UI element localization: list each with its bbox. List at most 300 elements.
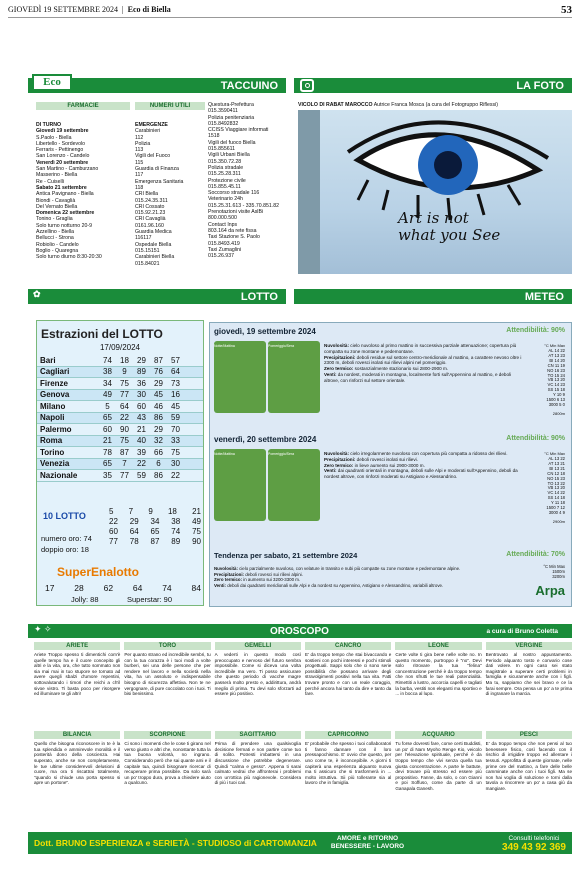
day2-map1-label: Notte/Mattina xyxy=(214,452,235,456)
super-number: 74 xyxy=(162,583,172,593)
forecast-text: da nordest, moderati in montagna, localmente forti sull'Appennino al mattino, e deboli altrove, con rinforzi sul settore orientale. xyxy=(324,371,512,383)
forecast-text: in aumento sui 3200-3300 m. xyxy=(242,577,301,583)
lotto-number: 65 xyxy=(103,459,112,469)
forecast-line xyxy=(324,372,524,384)
tenlotto-number: 60 xyxy=(109,527,118,536)
lotto-number: 30 xyxy=(137,390,146,400)
meteo-day1-att: Attendibilità: 90% xyxy=(506,327,565,334)
forecast-line xyxy=(324,343,524,355)
forecast-label: Nuvolosità: xyxy=(214,566,238,571)
super-number: 62 xyxy=(103,583,114,593)
temp-row: Y 11 18 xyxy=(550,500,565,506)
lotto-city: Bari xyxy=(40,355,56,365)
lotto-number: 60 xyxy=(137,401,146,411)
temp-row: AT 13 23 xyxy=(548,352,565,358)
farmacia-line: Ferraris - Pettinengo xyxy=(36,147,84,154)
tenlotto-row xyxy=(109,537,201,546)
lotto-number: 77 xyxy=(120,390,129,400)
temp-row: AL 14 22 xyxy=(548,348,565,353)
lotto-number: 45 xyxy=(154,390,163,400)
lotto-number: 90 xyxy=(120,424,129,434)
lotto-number: 30 xyxy=(171,459,180,469)
numero-line: Polizia xyxy=(135,140,151,147)
farmacia-line: Del Vernato Biella xyxy=(36,203,78,210)
caption-text: Autrice Franca Mosca (a cura del Fotogruppo Riflessi) xyxy=(373,102,498,108)
sign-name: CANCRO xyxy=(305,642,391,650)
page-number: 53 xyxy=(561,3,572,16)
lotto-number: 18 xyxy=(120,355,129,365)
sign-text: Tu forse dovresti fare, come certi Buddisti, un po' di Nam Myoho Renge Kio, veicolo per l'elevazione spirituale, perché è da troppo tempo che vivi senza quella tua giusta concentrazione. A parte le battute, devi trovare più stresso ed essere più propositivo. Fanne, da solo, o con Gianni e poi Soffuso, come da parte di un Ganapala Ganesh. xyxy=(395,741,482,791)
temp-row: SS 15 18 xyxy=(547,387,565,393)
sign-name: LEONE xyxy=(395,642,481,650)
lotto-number: 21 xyxy=(137,424,146,434)
ad-consulti: Consulti telefonici xyxy=(508,835,560,842)
tenlotto-number: 18 xyxy=(167,507,177,516)
temp-row: NO 16 23 xyxy=(547,367,565,373)
lotto-number: 59 xyxy=(171,413,180,423)
numero-line: Soccorso stradale 116 xyxy=(208,190,260,197)
lotto-number: 32 xyxy=(154,436,163,446)
lotto-number: 21 xyxy=(103,436,112,446)
lotto-box xyxy=(36,320,204,606)
farmacie-title: FARMACIE xyxy=(36,102,130,110)
numero-line: Polizia stradale xyxy=(208,164,244,171)
numero-line: Taxi Stazione S. Paolo xyxy=(208,234,260,241)
sign-text: Certe volte ti gira bene nelle volte no. In questo momento, purtroppo è "no". Devi solo ritrovare la tua "felina" concentrazione perché è da troppo tempo che non sfrutti le tue reali potenzialità. Rimettiti a lustro, accorcia capelli e tagliati la barba, vestiti non eleganti ma sportivo e ... in bocca al lupo. xyxy=(395,652,482,697)
horoscope-sign xyxy=(486,642,572,731)
day1-map-1 xyxy=(214,341,266,413)
horoscope-sign xyxy=(124,731,210,826)
farmacia-line: Azzellino - Biella xyxy=(36,229,75,236)
sign-name: VERGINE xyxy=(486,642,572,650)
sign-name: CAPRICORNO xyxy=(305,731,391,739)
numero-line: CCISS Viaggiare informati xyxy=(208,127,269,134)
numero-line: 015.92.21.23 xyxy=(135,210,166,217)
numero-line: 015.26.937 xyxy=(208,253,234,260)
foto-bar xyxy=(294,78,572,93)
farmacia-line: Giovedì 19 settembre xyxy=(36,128,89,135)
horoscope-sign xyxy=(395,731,481,826)
eye-graffiti xyxy=(298,110,572,274)
lotto-number: 35 xyxy=(103,470,112,480)
day1-zero: 2800m xyxy=(552,411,565,416)
temp-row: NO 15 23 xyxy=(547,475,565,481)
farmacia-line: Re - Cuiselli xyxy=(36,178,64,185)
forecast-text: deboli rovesci isolati sui rilievi. xyxy=(355,456,418,462)
lotto-number: 64 xyxy=(171,367,180,377)
lotto-city: Napoli xyxy=(40,413,65,423)
lotto-number: 22 xyxy=(137,459,146,469)
numero-line: 015.350.72.28 xyxy=(208,158,242,165)
tenlotto-number: 34 xyxy=(150,517,160,526)
farmacia-line: Masserino - Biella xyxy=(36,172,78,179)
tendenza-forecast xyxy=(214,566,524,588)
tenlotto-number: 9 xyxy=(148,507,153,516)
day2-map-1 xyxy=(214,449,266,521)
numero-line: 112 xyxy=(135,134,144,141)
lotto-number: 43 xyxy=(137,413,146,423)
forecast-text: cielo nuvoloso al primo mattino in successiva parziale attenuazione; copertura più compatta su zone montane e pedemontane. xyxy=(324,343,517,354)
farmacie-list xyxy=(36,122,130,261)
temp-row: CN 12 18 xyxy=(547,470,565,476)
lotto-number: 64 xyxy=(120,401,129,411)
lotto-bar xyxy=(28,289,286,304)
numero-line: 015.15151 xyxy=(135,247,160,254)
day2-forecast xyxy=(324,451,524,480)
farmacia-line: Antica Pavignano - Biella xyxy=(36,191,94,198)
lotto-number: 66 xyxy=(154,447,163,457)
lotto-number: 75 xyxy=(120,436,129,446)
lotto-number: 87 xyxy=(154,355,163,365)
numero-line: Vigili del fuoco Biella xyxy=(208,139,256,146)
eco-logo: Eco xyxy=(32,74,72,91)
farmacia-line: Solo turno diurno 8:30-20:30 xyxy=(36,254,102,261)
lotto-number: 34 xyxy=(103,378,112,388)
caption-bold: VICOLO DI RABAT MAROCCO xyxy=(298,102,373,108)
tenlotto-number: 49 xyxy=(192,517,201,526)
day2-temps xyxy=(527,457,565,516)
day2-map-2 xyxy=(268,449,320,521)
tenlotto-grid xyxy=(109,507,201,547)
forecast-text: cielo irregolarmente nuvoloso con copertura più compatta a ridosso dei rilievi. xyxy=(349,451,508,456)
day1-map2-label: Pomeriggio/Sera xyxy=(268,344,295,348)
lotto-number: 57 xyxy=(171,355,180,365)
forecast-text: deboli rovesci sui rilievi alpini. xyxy=(244,571,303,577)
forecast-label: Precipitazioni: xyxy=(324,456,356,462)
temp-row: °C Min Max xyxy=(543,564,565,569)
numero-line: Questura-Prefettura xyxy=(208,102,254,108)
lotto-number: 45 xyxy=(171,401,180,411)
sign-text: Ci sono i momenti che le cose ti girano nel verso giusto e altri che, nonostante tutta la tua buona volontà, no ingrano. Considerando però che sai quante ami e il capitale tua, quindi bisognare ricercar di recuperare prima possibile. Da solo sarà un po' troppo dura, prova a chiedere aiuto a qualcuno. xyxy=(124,741,211,786)
forecast-label: Zero termico: xyxy=(214,577,243,583)
temp-row: TO 13 22 xyxy=(547,480,565,486)
oroscopo-bar xyxy=(28,624,572,638)
sign-name: PESCI xyxy=(486,731,572,739)
lotto-number: 39 xyxy=(137,447,146,457)
tenlotto-row xyxy=(109,507,201,516)
lotto-city: Nazionale xyxy=(40,470,78,480)
sign-name: TORO xyxy=(124,642,210,650)
numero-line: 117 xyxy=(135,172,144,179)
numero-line: CRI Cossato xyxy=(135,203,165,210)
header-paper: Eco di Biella xyxy=(127,5,171,14)
superenalotto-logo: SuperEnalotto xyxy=(57,565,140,579)
farmacia-line: Robiolio - Candelo xyxy=(36,241,79,248)
farmacia-line: Venerdì 20 settembre xyxy=(36,159,89,166)
lotto-icon: ✿ xyxy=(33,289,41,299)
tenlotto-number: 64 xyxy=(129,527,139,536)
ad-right xyxy=(502,834,566,852)
sign-text: Per quanto strano ed incredibile sembri, tu con la tua corazza è i tuoi modi a volte burberi, sei una delle persone che per rendere nel lavoro e nella società nella vita, ha un assoluto e indispensabile bisogno di sicurezza affettiva. Non te ne vergognare, di pure coccolato con i tuoi. Ti bisi benissimo. xyxy=(124,652,211,697)
super-numbers xyxy=(45,583,201,593)
numero-line: Protezione civile xyxy=(208,177,246,184)
foto-title: LA FOTO xyxy=(516,79,564,92)
meteo-bar xyxy=(294,289,572,304)
sign-text: Quello che bisogna riconoscere in te è la tua splendida e ammirevole moralità e il posterità dono della coscienza. Hai superato, anche se non completamente, le tue ultime considerevoli delusioni di cuore, ma ora ti riscattrai totalmente, "quando si chiude una porta spesso si apre un portone". xyxy=(34,741,121,786)
lotto-number: 22 xyxy=(171,470,180,480)
temp-row: BI 14 20 xyxy=(549,357,565,363)
day2-zero: 2900m xyxy=(552,519,565,524)
doppio-oro: doppio oro: 18 xyxy=(41,545,89,554)
forecast-label: Venti: xyxy=(324,468,337,474)
super-number: 84 xyxy=(191,583,201,593)
horoscope-sign xyxy=(215,642,301,731)
sign-text: Bentrovato al nostro appuntamento. Periodo alquanto tosto e convario cose dati volere. In ogni caso sei stato magistrale a superare certi problemi in famiglia e sicuramente anche con i figli. Ma tu, sappiamo che sei bravo e ce la farai sempre. Ora pensa un po' a te prima di ingranare la marcia. xyxy=(485,652,572,697)
numero-line: Guardia di Finanza xyxy=(135,166,179,173)
day2-minmax: °C Min Max xyxy=(544,451,565,456)
sign-text: E' da troppo tempo che stai bivaccando e sostieni con pochi interessi e pochi stimoli progettuali. Sappi solo che ci sono serie possibilità che possano arrivare degli stravolgimenti positivi nella tua vita. Fatti trovare pronto e con un reale coraggio, perché ancora hai tanto da dire e tanto da fare. xyxy=(305,652,392,697)
forecast-label: Zero termico: xyxy=(324,366,354,372)
lotto-row xyxy=(37,367,203,379)
lotto-number: 75 xyxy=(171,447,180,457)
temp-row: 3000 5 0 xyxy=(548,401,565,407)
numero-line: CRI Biella xyxy=(135,191,159,198)
lotto-number: 33 xyxy=(171,436,180,446)
numero-oro: numero oro: 74 xyxy=(41,534,92,543)
farmacia-line: San Martino - Camburzano xyxy=(36,166,99,173)
farmacia-line: Sabato 21 settembre xyxy=(36,184,87,191)
temp-row: BI 13 21 xyxy=(549,465,565,471)
lotto-date: 17/09/2024 xyxy=(99,343,141,352)
day1-map-2 xyxy=(268,341,320,413)
temp-row: TO 15 24 xyxy=(547,372,565,378)
sign-name: SCORPIONE xyxy=(124,731,210,739)
foto-image xyxy=(298,110,572,274)
numero-line: Taxi Zumaglini xyxy=(208,246,242,253)
horoscope-sign xyxy=(486,731,572,826)
tendenza-temps xyxy=(527,565,565,580)
numero-line: 015.8492832 xyxy=(208,120,239,127)
numero-line: 015.25.28.311 xyxy=(208,171,241,178)
forecast-label: Zero termico: xyxy=(324,462,354,468)
temp-row: AL 13 22 xyxy=(548,456,565,461)
lotto-number: 7 xyxy=(122,459,127,469)
forecast-line xyxy=(324,468,524,480)
numero-line: 115 xyxy=(135,159,144,166)
numero-line: 015.855.45.11 xyxy=(208,183,241,190)
lotto-number: 60 xyxy=(103,424,112,434)
forecast-text: deboli residue sul settore centro-meridionale al mattino, a carattere nevoso oltre i 2300 m, deboli rovesci isolati sui rilievi alpini nel pomeriggio. xyxy=(324,354,522,366)
lotto-number: 89 xyxy=(137,367,146,377)
temp-row: VC 14 23 xyxy=(547,382,565,388)
numeri-list-2 xyxy=(208,102,288,259)
lotto-row xyxy=(37,447,203,459)
temp-row: 1500m xyxy=(552,568,565,574)
numero-line: 800.000.500 xyxy=(208,215,237,222)
tenlotto-number: 78 xyxy=(129,537,139,546)
lotto-number: 59 xyxy=(137,470,146,480)
farmacia-line: Domenica 22 settembre xyxy=(36,210,95,217)
farmacia-line: Biondi - Cavaglià xyxy=(36,197,76,204)
tenlotto-number: 5 xyxy=(109,507,114,516)
numero-line: CRI Cavaglià xyxy=(135,216,166,223)
lotto-row xyxy=(37,378,203,390)
forecast-text: deboli dai quadranti meridionali sulle Alpi e da nordest su Appennino, Astigiano e Alessandrino, variabili altrove. xyxy=(225,582,444,588)
tenlotto-row xyxy=(109,527,201,536)
sign-name: GEMELLI xyxy=(215,642,301,650)
temp-row: SS 14 18 xyxy=(547,495,565,501)
farmacia-line: S.Paolo - Biella xyxy=(36,134,72,141)
forecast-label: Precipitazioni: xyxy=(324,354,356,360)
temp-row: VB 13 20 xyxy=(547,377,565,383)
horoscope-sign xyxy=(395,642,481,731)
numero-line: Vigili del Fuoco xyxy=(135,153,171,160)
meteo-title: METEO xyxy=(524,290,564,303)
lotto-number: 29 xyxy=(137,355,146,365)
farmacie-column xyxy=(36,102,130,261)
lotto-heading: Estrazioni del LOTTO xyxy=(41,327,163,341)
lotto-city: Milano xyxy=(40,401,66,411)
lotto-row xyxy=(37,424,203,436)
meteo-day2-title: venerdì, 20 settembre 2024 xyxy=(214,435,317,444)
meteo-box xyxy=(209,322,572,607)
temp-row: AT 13 21 xyxy=(548,460,565,466)
lotto-row xyxy=(37,355,203,367)
sign-name: ACQUARIO xyxy=(395,731,481,739)
lotto-row xyxy=(37,390,203,402)
temp-row: 1500 7 12 xyxy=(546,505,565,511)
temp-row: 3200m xyxy=(552,573,565,579)
farmacia-line: DI TURNO xyxy=(36,122,62,128)
lotto-row xyxy=(37,459,203,471)
lotto-number: 22 xyxy=(120,413,129,423)
tenlotto-row xyxy=(109,517,201,526)
lotto-number: 49 xyxy=(103,390,112,400)
super-number: 17 xyxy=(45,583,55,593)
lotto-number: 65 xyxy=(103,413,112,423)
numero-line: 1518 xyxy=(208,133,220,140)
ad-mid-2: BENESSERE - LAVORO xyxy=(330,843,405,850)
tenlotto-number: 7 xyxy=(128,507,134,516)
forecast-text: dai quadranti orientali in montagna, deboli sulle Alpi e moderati sull'Appennino, deboli da nordest altrove, con rinforzi moderati su Astigiano e Alessandrino. xyxy=(324,468,518,480)
forecast-label: Precipitazioni: xyxy=(214,571,245,577)
numero-line: 118 xyxy=(135,184,144,191)
farmacia-line: Tonino - Graglia xyxy=(36,216,73,223)
oroscopo-grid xyxy=(34,642,572,826)
arpa-logo: Arpa xyxy=(535,583,565,598)
tenlotto-number: 75 xyxy=(192,527,201,536)
lotto-number: 36 xyxy=(137,378,146,388)
lotto-city: Roma xyxy=(40,436,63,446)
lotto-row xyxy=(37,401,203,413)
header-date: GIOVEDÌ 19 SETTEMBRE 2024 xyxy=(8,5,118,14)
ad-mid-1: AMORE e RITORNO xyxy=(336,835,399,842)
lotto-row xyxy=(37,413,203,425)
lotto-number: 70 xyxy=(171,424,180,434)
forecast-label: Venti: xyxy=(324,371,337,377)
farmacia-line: Boglio - Quaregna xyxy=(36,247,79,254)
numero-line: 015.8493.419 xyxy=(208,240,240,247)
numero-line: 113 xyxy=(135,147,144,154)
oroscopo-title: OROSCOPO xyxy=(270,625,329,637)
numero-line: 803.164 da rete fissa xyxy=(208,227,257,234)
numero-line: Polizia penitenziaria xyxy=(208,114,255,121)
lotto-city: Firenze xyxy=(40,378,69,388)
lotto-number: 77 xyxy=(120,470,129,480)
sign-text: E' probabile che spesso i tuoi collaboratori ti fanno dannare con il loro pressapochismo. E' ovvio che questo, per uno come te, è inconcepibile. A giorni ti capiterà una esperienza alquanto nuova ma ti assicuro che si trasformerà in ... molto istruttiva. Sii più tollerante sia al lavoro che in famiglia. xyxy=(305,741,392,786)
numero-line: Carabinieri xyxy=(135,128,161,135)
temp-row: VB 13 20 xyxy=(547,485,565,491)
tenlotto-number: 22 xyxy=(109,517,118,526)
ad-phone: 349 43 92 369 xyxy=(502,842,566,853)
numero-line: Contact Inps xyxy=(208,221,238,228)
numero-line: Prenotazioni visite AslBi xyxy=(208,209,264,216)
forecast-line xyxy=(214,583,524,589)
lotto-title: LOTTO xyxy=(240,290,278,303)
numeri-column xyxy=(135,102,205,267)
lotto-number: 86 xyxy=(154,470,163,480)
lotto-city: Genova xyxy=(40,390,70,400)
numero-line: 015.855611 xyxy=(208,146,236,153)
forecast-label: Nuvolosità: xyxy=(324,343,350,348)
tenlotto-logo: 10 LOTTO xyxy=(43,511,86,521)
superstar: Superstar: 90 xyxy=(127,595,173,604)
tenlotto-number: 90 xyxy=(192,537,201,546)
forecast-text: in lieve aumento sui 2900-3000 m. xyxy=(353,462,425,468)
numero-line: Guardia Medica xyxy=(135,229,172,236)
lotto-number: 76 xyxy=(154,367,163,377)
lotto-number: 78 xyxy=(103,447,112,457)
tenlotto-number: 89 xyxy=(171,537,181,546)
meteo-day1-title: giovedì, 19 settembre 2024 xyxy=(214,327,316,336)
numero-line: Emergenza Sanitaria xyxy=(135,178,184,185)
horoscope-sign xyxy=(34,731,120,826)
oroscopo-author: a cura di Bruno Coletta xyxy=(486,627,558,635)
camera-icon xyxy=(300,79,314,92)
day1-map1-label: Notte/Mattina xyxy=(214,344,235,348)
numeri-title: NUMERI UTILI xyxy=(135,102,205,110)
numero-line: 116117 xyxy=(135,235,152,242)
lotto-number: 5 xyxy=(105,401,110,411)
forecast-line xyxy=(324,355,524,367)
tenlotto-number: 74 xyxy=(171,527,181,536)
day1-forecast xyxy=(324,343,524,384)
lotto-number: 75 xyxy=(120,378,129,388)
temp-row: VC 14 22 xyxy=(547,490,565,496)
lotto-number: 16 xyxy=(171,390,180,400)
lotto-number: 29 xyxy=(154,424,163,434)
sign-name: ARIETE xyxy=(34,642,120,650)
temp-row: 1500 6 13 xyxy=(546,397,565,403)
super-number: 64 xyxy=(132,583,143,593)
lotto-city: Palermo xyxy=(40,424,72,434)
lotto-city: Cagliari xyxy=(40,367,70,377)
horoscope-sign xyxy=(34,642,120,731)
forecast-label: Venti: xyxy=(214,582,226,588)
temp-row: CN 11 19 xyxy=(547,362,565,368)
farmacia-line: Bellucci - Strona xyxy=(36,235,74,242)
sign-text: Prima di prendere una qualsivoglia decisione fermati e non partire come tuo di solito. Potresti imbattersi in una discussione che potrebbe degenerare. Quindi "calma e gesso". Appena ti sarai calmato vedrai che affronterai i problemi con un'ottica più ragionevole. Considera di più i tuoi cari. xyxy=(214,741,301,786)
sign-text: A vederti in questo modo così preoccupato e nervoso del futuro sembra impossibile. Come si diceva una volta incredibile ma vero. Ti posso assicurare che questo periodo di vacche magre passerà molto presto e, addirittura, andrà meglio di prima. Tu devi solo sforzarti ad essere più positivo. xyxy=(214,652,301,697)
day1-minmax: °C Min Max xyxy=(544,343,565,348)
jolly: Jolly: 88 xyxy=(71,595,99,604)
lotto-row xyxy=(37,470,203,482)
numeri-list xyxy=(135,122,205,267)
tendenza-att: Attendibilità: 70% xyxy=(506,551,565,558)
ad-banner xyxy=(28,832,572,854)
numero-line: 015.84021 xyxy=(135,260,160,267)
day2-map2-label: Pomeriggio/Sera xyxy=(268,452,295,456)
lotto-number: 29 xyxy=(154,378,163,388)
tenlotto-number: 65 xyxy=(150,527,160,536)
horoscope-sign xyxy=(215,731,301,826)
super-number: 28 xyxy=(74,583,84,593)
lotto-number: 38 xyxy=(103,367,112,377)
ad-text: Dott. BRUNO ESPERIENZA e SERIETÀ - STUDIOSO di CARTOMANZIA xyxy=(34,838,317,848)
lotto-number: 40 xyxy=(137,436,146,446)
lotto-number: 73 xyxy=(171,378,180,388)
lotto-number: 87 xyxy=(120,447,129,457)
